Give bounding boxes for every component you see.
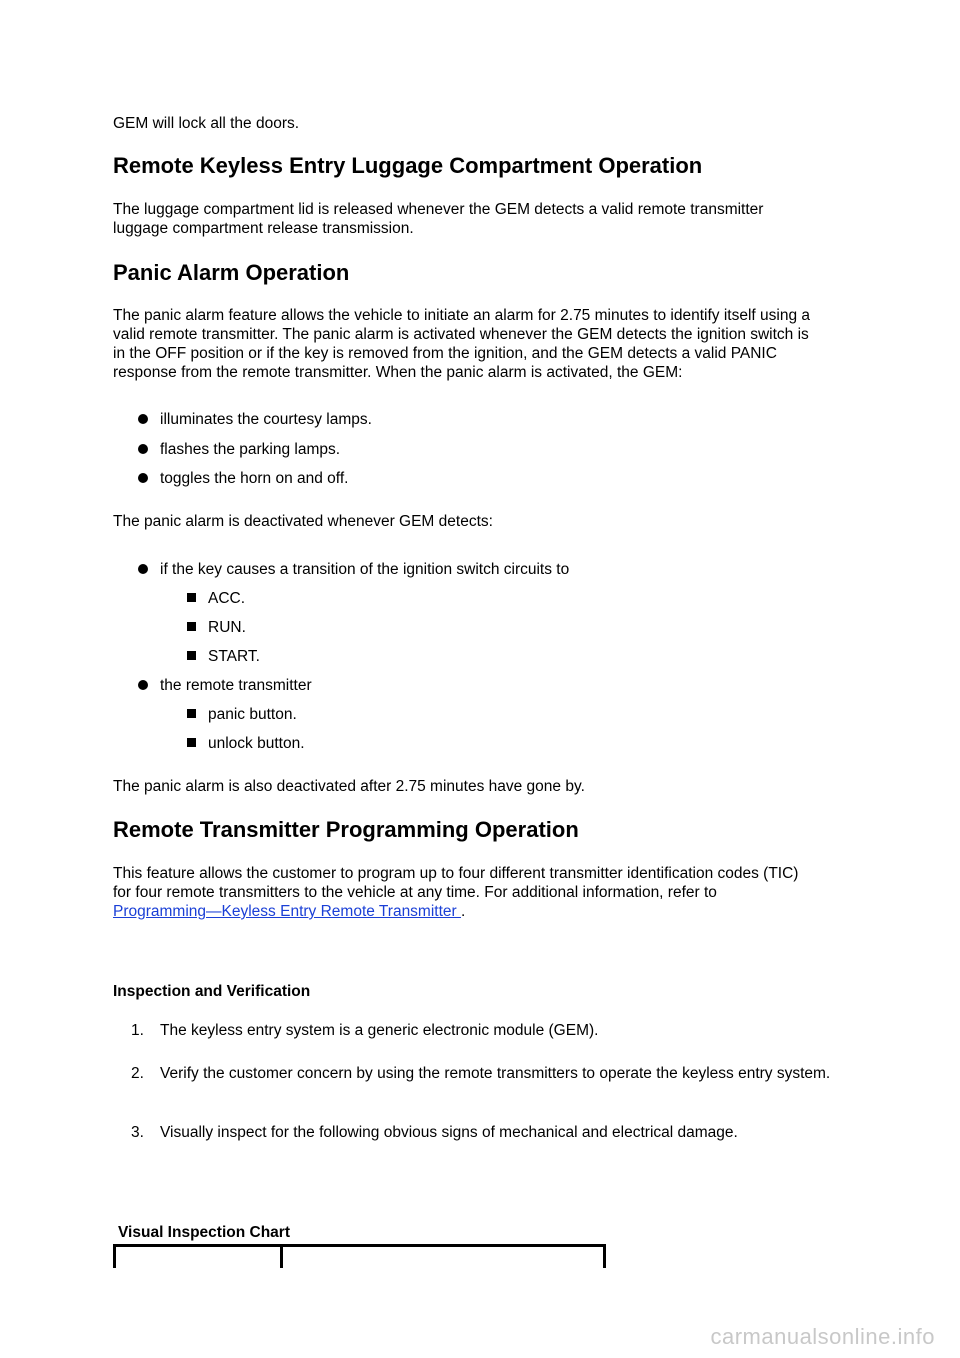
chart-title: Visual Inspection Chart [118,1224,290,1241]
programming-link-line: Programming—Keyless Entry Remote Transmitter . [113,903,466,920]
intro-text: GEM will lock all the doors. [113,115,300,132]
watermark: carmanualsonline.info [710,1324,935,1349]
chart-top-border [113,1244,606,1247]
luggage-paragraph-line-1: The luggage compartment lid is released whenever the GEM detects a valid remote transmitter [113,201,764,218]
sub-list-item: RUN. [187,618,246,638]
list-item: flashes the parking lamps. [138,440,340,460]
heading-luggage-operation: Remote Keyless Entry Luggage Compartment Operation [113,153,703,178]
sub-list-item: unlock button. [187,734,305,754]
bullet-dot-icon [138,444,148,454]
bullet-dot-icon [138,473,148,483]
bullet-square-icon [187,622,196,631]
bullet-square-icon [187,651,196,660]
chart-right-border [603,1244,606,1268]
panic-paragraph-line-2: valid remote transmitter. The panic alarm is activated whenever the GEM detects the ignition switch is [113,326,809,343]
heading-panic-alarm: Panic Alarm Operation [113,260,350,285]
programming-paragraph-line-2: for four remote transmitters to the vehicle at any time. For additional information, refer to [113,884,717,901]
panic-paragraph-line-4: response from the remote transmitter. When the panic alarm is activated, the GEM: [113,364,683,381]
chart-left-border [113,1244,116,1268]
bullet-dot-icon [138,564,148,574]
panic-paragraph-line-1: The panic alarm feature allows the vehicle to initiate an alarm for 2.75 minutes to identify itself using a [113,307,811,324]
list-item: if the key causes a transition of the ignition switch circuits to [138,560,569,580]
programming-link[interactable]: Programming—Keyless Entry Remote Transmitter [113,903,461,920]
sub-list-item: ACC. [187,589,245,609]
sub-list-item: panic button. [187,705,297,725]
bullet-dot-icon [138,414,148,424]
heading-programming: Remote Transmitter Programming Operation [113,817,579,842]
bullet-square-icon [187,593,196,602]
list-item: the remote transmitter [138,676,312,696]
bullet-square-icon [187,709,196,718]
deactivated-intro: The panic alarm is deactivated whenever GEM detects: [113,513,493,530]
timeout-text: The panic alarm is also deactivated after 2.75 minutes have gone by. [113,778,585,795]
chart-column-divider [280,1244,283,1268]
list-item: toggles the horn on and off. [138,469,348,489]
luggage-paragraph-line-2: luggage compartment release transmission. [113,220,414,237]
sub-list-item: START. [187,647,260,667]
bullet-dot-icon [138,680,148,690]
list-item: illuminates the courtesy lamps. [138,410,372,430]
inspection-heading: Inspection and Verification [113,983,311,1000]
programming-paragraph-line-1: This feature allows the customer to program up to four different transmitter identification codes (TIC) [113,865,799,882]
panic-paragraph-line-3: in the OFF position or if the key is removed from the ignition, and the GEM detects a valid PANIC [113,345,777,362]
bullet-square-icon [187,738,196,747]
